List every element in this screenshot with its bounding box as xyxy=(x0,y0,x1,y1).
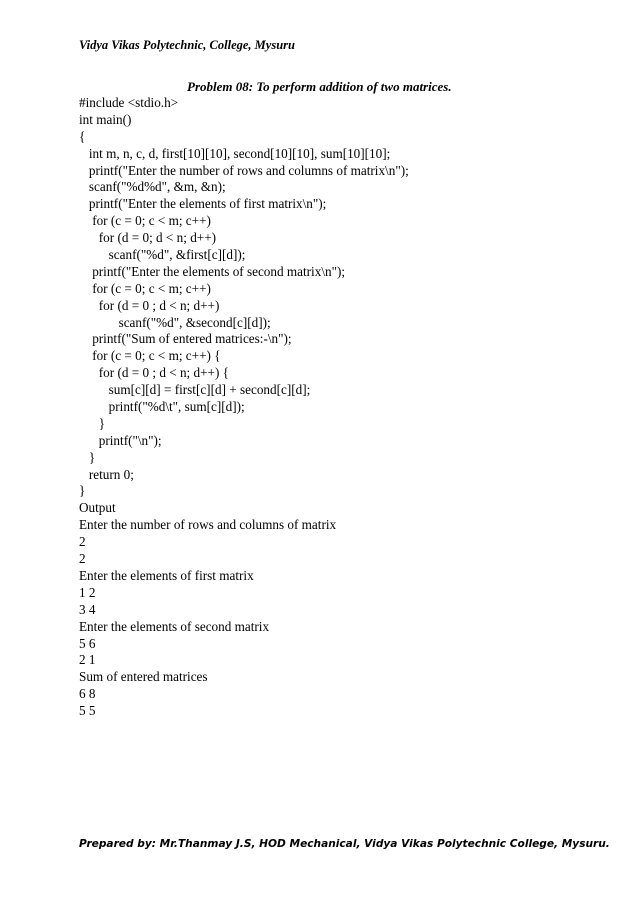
code-line: int main() xyxy=(79,111,132,127)
code-line: scanf("%d", &second[c][d]); xyxy=(79,314,271,330)
page-header: Vidya Vikas Polytechnic, College, Mysuru xyxy=(79,38,295,52)
output-line: Enter the number of rows and columns of matrix xyxy=(79,517,337,533)
code-line: for (c = 0; c < m; c++) { xyxy=(79,348,221,364)
code-line: { xyxy=(79,128,86,144)
code-line: for (d = 0 ; d < n; d++) { xyxy=(79,365,229,381)
output-line: Enter the elements of second matrix xyxy=(79,618,270,634)
code-line: printf("Enter the number of rows and columns of matrix\n"); xyxy=(79,162,409,178)
code-line: sum[c][d] = first[c][d] + second[c][d]; xyxy=(79,382,311,398)
page-footer: Prepared by: Mr.Thanmay J.S, HOD Mechanical, Vidya Vikas Polytechnic College, Mysuru. xyxy=(79,838,610,850)
code-line: int m, n, c, d, first[10][10], second[10][10], sum[10][10]; xyxy=(79,145,391,161)
code-line: for (c = 0; c < m; c++) xyxy=(79,280,211,296)
code-line: printf("%d\t", sum[c][d]); xyxy=(79,399,245,415)
code-line: printf("\n"); xyxy=(79,432,162,448)
output-line: 6 8 xyxy=(79,686,96,702)
output-line: 3 4 xyxy=(79,601,96,617)
code-line: for (d = 0 ; d < n; d++) xyxy=(79,297,220,313)
code-line: scanf("%d%d", &m, &n); xyxy=(79,179,226,195)
code-listing xyxy=(79,95,579,500)
output-heading: Output xyxy=(79,500,116,516)
output-line: 2 xyxy=(79,551,86,567)
code-line: } xyxy=(79,449,96,465)
output-line: 5 5 xyxy=(79,703,96,719)
output-line: 1 2 xyxy=(79,584,96,600)
code-line: printf("Enter the elements of first matrix\n"); xyxy=(79,196,327,212)
code-line: #include <stdio.h> xyxy=(79,95,179,110)
code-line: } xyxy=(79,415,106,431)
code-line: return 0; xyxy=(79,466,134,482)
code-line: for (d = 0; d < n; d++) xyxy=(79,230,217,246)
output-line: 2 1 xyxy=(79,652,96,668)
code-line: for (c = 0; c < m; c++) xyxy=(79,213,211,229)
output-line: Sum of entered matrices xyxy=(79,669,208,685)
document-body xyxy=(79,95,579,720)
output-line: Enter the elements of first matrix xyxy=(79,567,254,583)
code-line: scanf("%d", &first[c][d]); xyxy=(79,247,246,263)
problem-title: Problem 08: To perform addition of two matrices. xyxy=(187,79,452,94)
code-line: printf("Enter the elements of second matrix\n"); xyxy=(79,263,346,279)
program-output xyxy=(79,500,579,720)
output-line: 5 6 xyxy=(79,635,96,651)
code-line: } xyxy=(79,483,86,499)
code-line: printf("Sum of entered matrices:-\n"); xyxy=(79,331,292,347)
output-line: 2 xyxy=(79,534,86,550)
